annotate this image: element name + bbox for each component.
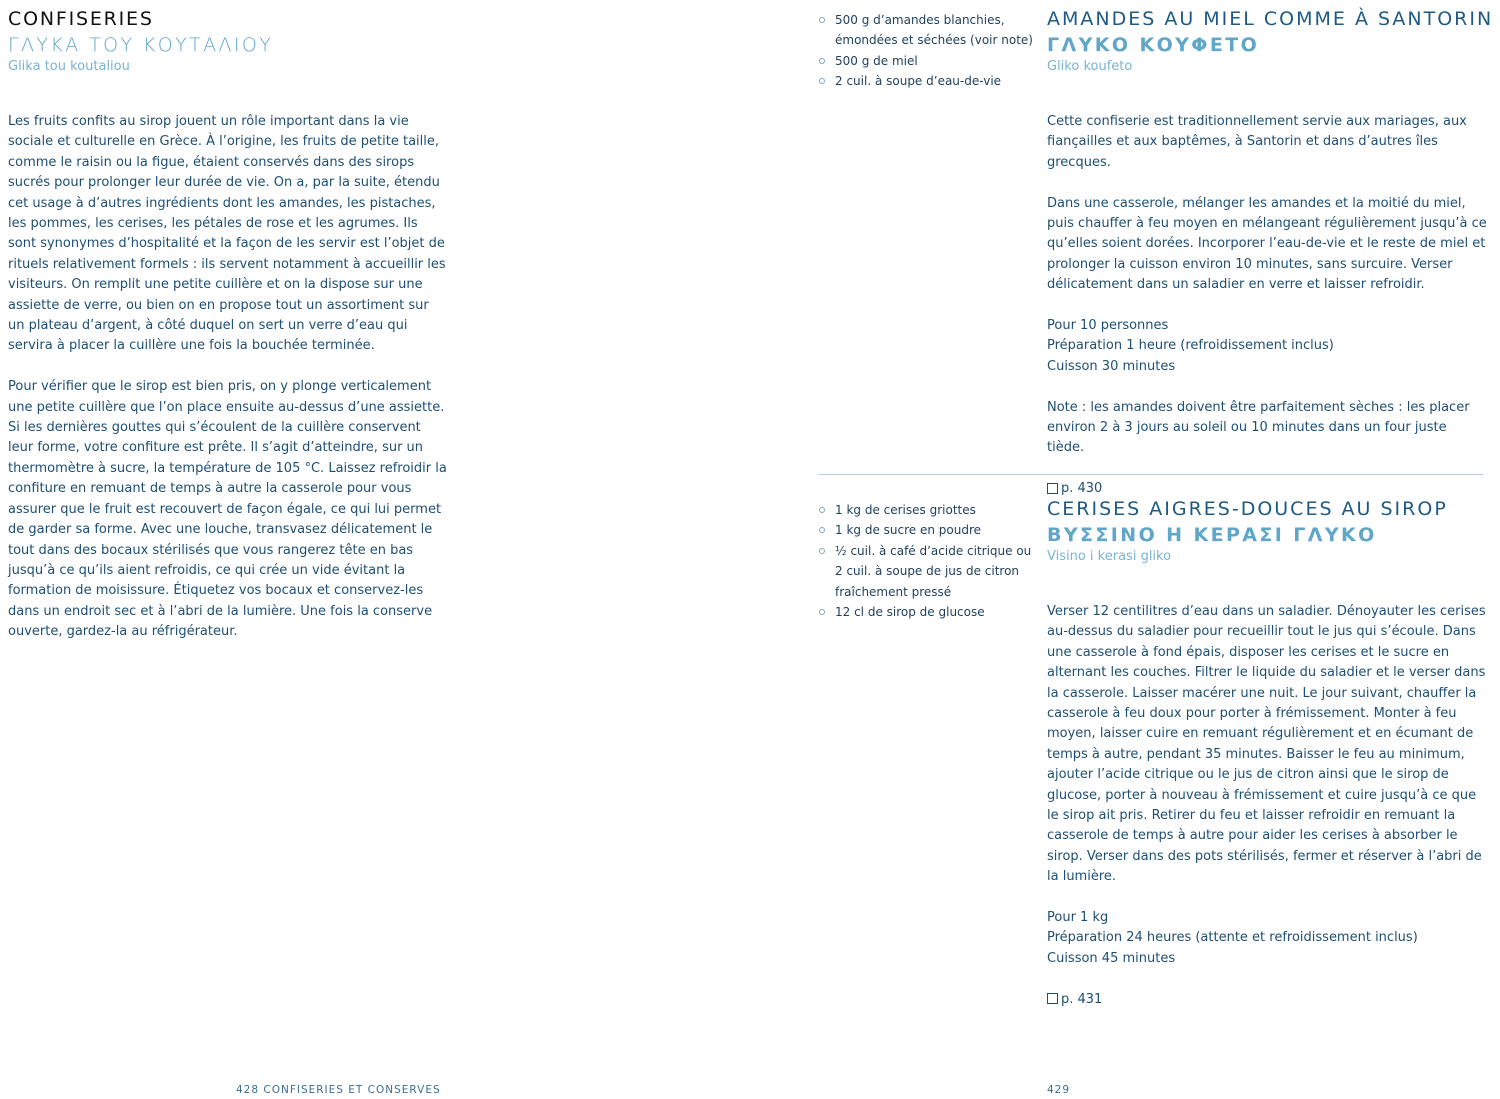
photo-reference [1047,479,1487,499]
page-folio-left: 428 CONFISERIES ET CONSERVES [236,1084,441,1096]
recipe-body [1047,602,1487,1030]
square-outline-icon [1047,483,1058,494]
recipe-body [1047,112,1487,520]
square-outline-icon [1047,993,1058,1004]
recipe-transliteration: Gliko koufeto [1047,59,1133,74]
ingredient-item: 500 g de miel [818,51,1033,71]
photo-reference-page: p. 431 [1061,991,1103,1007]
ingredient-item: 12 cl de sirop de glucose [818,602,1033,622]
ingredient-list [818,500,1033,622]
recipe-info [1047,908,1487,969]
section-transliteration: Glika tou koutaliou [8,59,130,74]
recipe-title: AMANDES AU MIEL COMME À SANTORIN [1047,8,1494,30]
recipe-prep-time: Préparation 24 heures (attente et refroidissement inclus) [1047,930,1418,946]
recipe-cook-time: Cuisson 45 minutes [1047,950,1176,966]
recipe-prep-time: Préparation 1 heure (refroidissement inclus) [1047,338,1334,354]
ingredient-list [818,10,1033,92]
intro-text [8,112,448,663]
intro-paragraph-2: Pour vérifier que le sirop est bien pris, on y plonge verticalement une petite cuillère que l’on place ensuite au-dessus d’une assiette. Si les dernières gouttes qui s’écoulent de la cuillère conservent leur forme, votre confiture est prête. Il s’agit d’atteindre, sur un thermomètre à sucre, la température de 105 °C. Laissez refroidir la confiture en remuant de temps à autre la casserole pour vous assurer que le fruit est recouvert de façon égale, ce qui lui permet de garder sa forme. Avec une louche, transvasez délicatement le tout dans des bocaux stérilisés que vous rangerez tête en bas jusqu’à ce qu’ils aient refroidis, ce qui crée un vide évitant la formation de moisissure. Étiquetez vos bocaux et conservez-les dans un endroit sec et à l’abri de la lumière. Une fois la conserve ouverte, gardez-la au réfrigérateur. [8,379,447,640]
section-title: CONFISERIES [8,8,154,30]
recipe-cook-time: Cuisson 30 minutes [1047,358,1176,374]
recipe-transliteration: Visino i kerasi gliko [1047,549,1172,564]
recipe-greek-title: ΒΥΣΣΙΝΟ Η ΚΕΡΑΣΙ ΓΛΥΚΟ [1047,524,1377,546]
recipe-title: CERISES AIGRES-DOUCES AU SIROP [1047,498,1448,520]
photo-reference [1047,990,1487,1010]
ingredient-item: ½ cuil. à café d’acide citrique ou 2 cuil. à soupe de jus de citron fraîchement pressé [818,541,1033,602]
section-greek-title: ΓΛΥΚΑ ΤΟΥ ΚΟΥΤΑΛΙΟΥ [8,34,274,56]
recipe-method: Dans une casserole, mélanger les amandes et la moitié du miel, puis chauffer à feu moyen en mélangeant régulièrement jusqu’à ce qu’elles soient dorées. Incorporer l’eau-de-vie et le reste de miel et prolonger la cuisson environ 10 minutes, sans surcuire. Verser délicatement dans un saladier en verre et laisser refroidir. [1047,195,1487,293]
recipe-serves: Pour 1 kg [1047,910,1109,926]
intro-paragraph-1: Les fruits confits au sirop jouent un rôle important dans la vie sociale et culturelle en Grèce. À l’origine, les fruits de petite taille, comme le raisin ou la figue, étaient conservés dans des sirops sucrés pour prolonger leur durée de vie. On a, par la suite, étendu cet usage à d’autres ingrédients dont les amandes, les pistaches, les pommes, les cerises, les pétales de rose et les agrumes. Ils sont synonymes d’hospitalité et la façon de les servir est l’objet de rituels relativement formels : ils servent notamment à accueillir les visiteurs. On remplit une petite cuillère et on la dispose sur une assiette de verre, ou bien on en propose tout un assortiment sur un plateau d’argent, à côté duquel on sert un verre d’eau qui servira à placer la cuillère une fois la bouchée terminée. [8,114,446,354]
recipe-greek-title: ΓΛΥΚΟ ΚΟΥΦΕΤΟ [1047,34,1260,56]
recipe-serves: Pour 10 personnes [1047,318,1169,334]
recipe-method: Verser 12 centilitres d’eau dans un saladier. Dénoyauter les cerises au-dessus du saladier pour recueillir tout le jus qui s’écoule. Dans une casserole à fond épais, disposer les cerises et le sucre en alternant les couches. Filtrer le liquide du saladier et le verser dans la casserole. Laisser macérer une nuit. Le jour suivant, chauffer la casserole à feu doux pour porter à frémissement. Monter à feu moyen, laisser cuire en remuant régulièrement et en écumant de temps à autre, pendant 35 minutes. Baisser le feu au minimum, ajouter l’acide citrique ou le jus de citron ainsi que le sirop de glucose, porter à nouveau à frémissement et cuire jusqu’à ce que le sirop ait pris. Retirer du feu et laisser refroidir en remuant la casserole de temps à autre pour aider les cerises à absorber le sirop. Verser dans des pots stérilisés, fermer et réserver à l’abri de la lumière. [1047,604,1486,885]
recipe-info [1047,316,1487,377]
photo-reference-page: p. 430 [1061,481,1103,497]
page-folio-right: 429 [1047,1084,1071,1096]
recipe-note: Note : les amandes doivent être parfaitement sèches : les placer environ 2 à 3 jours au soleil ou 10 minutes dans un four juste tiède. [1047,399,1470,456]
right-page [750,0,1500,1099]
ingredient-item: 2 cuil. à soupe d’eau-de-vie [818,71,1033,91]
ingredient-item: 1 kg de sucre en poudre [818,520,1033,540]
recipe-divider [818,474,1483,475]
recipe-intro: Cette confiserie est traditionnellement servie aux mariages, aux fiançailles et aux baptêmes, à Santorin et dans d’autres îles grecques. [1047,114,1467,170]
ingredient-item: 1 kg de cerises griottes [818,500,1033,520]
ingredient-item: 500 g d’amandes blanchies, émondées et séchées (voir note) [818,10,1033,51]
